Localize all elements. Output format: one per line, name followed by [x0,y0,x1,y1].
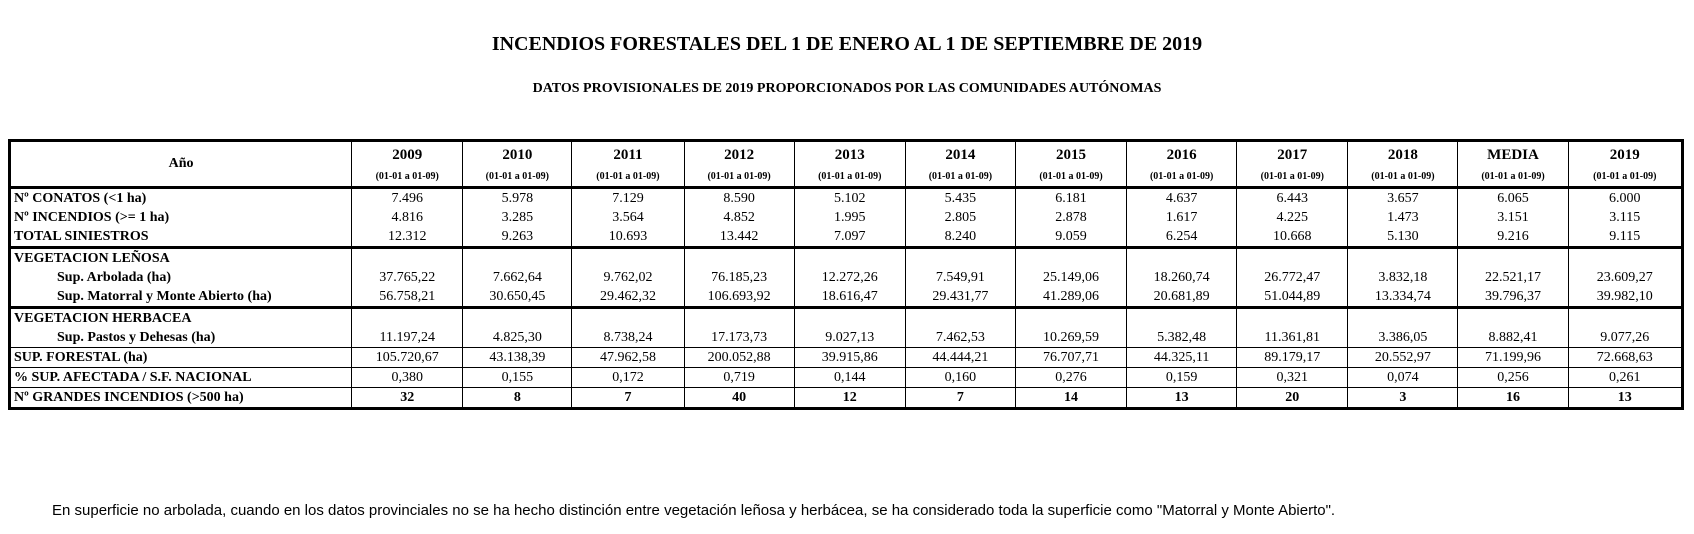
table-cell: 23.609,27 [1568,268,1682,287]
table-row [10,268,1683,287]
table-cell: 6.254 [1127,227,1237,248]
table-cell: 14 [1015,388,1126,409]
corner-label: Año [10,141,352,188]
table-cell [905,248,1015,269]
column-year: 2017 [1277,147,1308,163]
table-row [10,188,1683,209]
table-cell: 56.758,21 [352,287,463,308]
table-cell: 106.693,92 [684,287,794,308]
table-cell [1348,308,1458,329]
column-header [1237,141,1348,188]
table-cell: 22.521,17 [1458,268,1568,287]
row-label: Sup. Arbolada (ha) [57,269,171,285]
column-period: (01-01 a 01-09) [707,171,771,182]
column-header [1015,141,1126,188]
column-period: (01-01 a 01-09) [375,171,439,182]
table-cell: 9.115 [1568,227,1682,248]
table-cell: 7.496 [352,188,463,209]
table-cell [1015,248,1126,269]
column-year: 2010 [502,147,533,163]
table-cell: 72.668,63 [1568,348,1682,368]
table-cell: 4.225 [1237,208,1348,227]
table-cell [905,308,1015,329]
column-header [905,141,1015,188]
table-cell: 7.097 [794,227,905,248]
table-cell [794,248,905,269]
column-header [352,141,463,188]
table-cell [1127,248,1237,269]
column-period: (01-01 a 01-09) [1371,171,1435,182]
column-year: 2009 [392,147,423,163]
table-row [10,227,1683,248]
table-cell: 0,321 [1237,368,1348,388]
table-cell: 5.102 [794,188,905,209]
table-cell: 1.995 [794,208,905,227]
table-cell: 39.915,86 [794,348,905,368]
row-label: Nº INCENDIOS (>= 1 ha) [14,209,170,225]
table-cell [1237,308,1348,329]
column-year: MEDIA [1487,147,1539,163]
table-cell: 4.816 [352,208,463,227]
row-label: SUP. FORESTAL (ha) [10,348,352,368]
table-cell: 29.431,77 [905,287,1015,308]
footnote: En superficie no arbolada, cuando en los datos provinciales no se ha hecho distinción entre vegetación leñosa y herbácea, se ha considerado toda la superficie como "Matorral y Monte Abierto". [52,502,1336,519]
table-cell [1237,248,1348,269]
table-cell: 2.878 [1015,208,1126,227]
table-cell: 6.181 [1015,188,1126,209]
table-cell: 40 [684,388,794,409]
table-cell: 6.000 [1568,188,1682,209]
table-cell [1458,248,1568,269]
column-period: (01-01 a 01-09) [1593,171,1657,182]
table-cell: 105.720,67 [352,348,463,368]
table-row [10,368,1683,388]
table-cell: 20.681,89 [1127,287,1237,308]
column-year: 2016 [1166,147,1197,163]
table-cell [352,308,463,329]
table-cell: 5.130 [1348,227,1458,248]
table-cell: 18.616,47 [794,287,905,308]
table-cell: 7 [905,388,1015,409]
table-cell: 4.637 [1127,188,1237,209]
table-row [10,248,1683,269]
table-cell: 12 [794,388,905,409]
table-cell [1568,248,1682,269]
column-year: 2018 [1387,147,1418,163]
table-cell: 0,261 [1568,368,1682,388]
column-period: (01-01 a 01-09) [1149,171,1214,182]
table-cell: 0,155 [463,368,572,388]
row-label: VEGETACION LEÑOSA [14,250,170,266]
table-cell: 26.772,47 [1237,268,1348,287]
table-cell: 9.027,13 [794,328,905,348]
table-cell: 4.825,30 [463,328,572,348]
page-title: INCENDIOS FORESTALES DEL 1 DE ENERO AL 1 DE SEPTIEMBRE DE 2019 [491,33,1203,55]
table-cell: 3.386,05 [1348,328,1458,348]
table-cell: 10.269,59 [1015,328,1126,348]
table-cell [1458,308,1568,329]
table-cell: 3.564 [572,208,684,227]
table-cell: 30.650,45 [463,287,572,308]
column-period: (01-01 a 01-09) [1039,171,1103,182]
table-cell: 11.197,24 [352,328,463,348]
table-cell: 9.762,02 [572,268,684,287]
table-cell: 47.962,58 [572,348,684,368]
table-row [10,308,1683,329]
column-year: 2013 [834,147,865,163]
column-header [463,141,572,188]
table-cell: 10.693 [572,227,684,248]
column-year: 2012 [724,147,755,163]
row-label: Sup. Matorral y Monte Abierto (ha) [10,287,352,308]
table-cell: 0,144 [794,368,905,388]
table-cell: 39.982,10 [1568,287,1682,308]
table-cell: 9.263 [463,227,572,248]
table-cell: 6.065 [1458,188,1568,209]
table-cell: 5.978 [463,188,572,209]
column-header [1127,141,1237,188]
table-cell: 7.549,91 [905,268,1015,287]
table-cell: 18.260,74 [1127,268,1237,287]
column-header [1458,141,1568,188]
table-cell: 11.361,81 [1237,328,1348,348]
table-cell: 16 [1458,388,1568,409]
row-label: % SUP. AFECTADA / S.F. NACIONAL [10,368,352,388]
table-cell [572,248,684,269]
table-cell [684,248,794,269]
table-cell: 13.334,74 [1348,287,1458,308]
table-cell: 13.442 [684,227,794,248]
table-cell: 200.052,88 [684,348,794,368]
table-cell: 8.240 [905,227,1015,248]
table-cell: 51.044,89 [1237,287,1348,308]
table-row [10,348,1683,368]
table-cell: 8.882,41 [1458,328,1568,348]
table-cell [684,308,794,329]
row-label: Nº CONATOS (<1 ha) [14,190,147,206]
table-cell: 13 [1568,388,1682,409]
table-cell: 0,719 [684,368,794,388]
fire-statistics-table [8,139,1684,410]
table-cell [1568,308,1682,329]
table-cell: 6.443 [1237,188,1348,209]
table-cell: 76.185,23 [684,268,794,287]
table-cell [1348,248,1458,269]
row-label: Sup. Pastos y Dehesas (ha) [10,328,352,348]
column-period: (01-01 a 01-09) [928,171,993,182]
table-cell: 3.832,18 [1348,268,1458,287]
table-cell: 8 [463,388,572,409]
column-header [1348,141,1458,188]
table-cell: 5.435 [905,188,1015,209]
table-cell [572,308,684,329]
table-cell: 3 [1348,388,1458,409]
table-row [10,287,1683,308]
column-year: 2011 [613,147,643,163]
table-cell: 10.668 [1237,227,1348,248]
column-period: (01-01 a 01-09) [1481,171,1545,182]
table-cell: 0,380 [352,368,463,388]
table-cell: 13 [1127,388,1237,409]
table-cell: 9.059 [1015,227,1126,248]
table-cell: 89.179,17 [1237,348,1348,368]
row-label: Nº GRANDES INCENDIOS (>500 ha) [14,389,244,405]
data-table-container [8,139,1684,410]
column-header [794,141,905,188]
table-cell: 5.382,48 [1127,328,1237,348]
table-cell: 7 [572,388,684,409]
table-cell [463,248,572,269]
column-period: (01-01 a 01-09) [596,171,660,182]
table-cell: 2.805 [905,208,1015,227]
column-period: (01-01 a 01-09) [485,171,549,182]
table-cell: 20 [1237,388,1348,409]
row-label: TOTAL SINIESTROS [10,227,352,248]
table-cell: 44.444,21 [905,348,1015,368]
table-cell: 41.289,06 [1015,287,1126,308]
table-cell: 9.077,26 [1568,328,1682,348]
table-cell: 8.590 [684,188,794,209]
table-cell: 12.272,26 [794,268,905,287]
table-cell [352,248,463,269]
column-year: 2014 [945,147,976,163]
page-subtitle: DATOS PROVISIONALES DE 2019 PROPORCIONADOS POR LAS COMUNIDADES AUTÓNOMAS [532,81,1162,96]
table-cell: 9.216 [1458,227,1568,248]
table-cell [1015,308,1126,329]
column-year: 2019 [1609,147,1640,163]
table-cell: 17.173,73 [684,328,794,348]
table-cell [794,308,905,329]
table-cell: 0,159 [1127,368,1237,388]
table-cell: 7.462,53 [905,328,1015,348]
table-cell: 25.149,06 [1015,268,1126,287]
table-row [10,208,1683,227]
table-row [10,388,1683,409]
table-cell: 0,074 [1348,368,1458,388]
table-row [10,328,1683,348]
table-cell: 3.285 [463,208,572,227]
table-cell: 32 [352,388,463,409]
table-cell: 3.151 [1458,208,1568,227]
table-cell: 1.617 [1127,208,1237,227]
table-cell: 3.115 [1568,208,1682,227]
table-cell: 0,160 [905,368,1015,388]
column-period: (01-01 a 01-09) [818,171,882,182]
column-year: 2015 [1056,147,1086,163]
table-cell: 3.657 [1348,188,1458,209]
table-header-row [10,141,1683,188]
table-cell: 29.462,32 [572,287,684,308]
row-label: VEGETACION HERBACEA [14,310,192,326]
column-header [684,141,794,188]
table-cell: 71.199,96 [1458,348,1568,368]
table-cell: 4.852 [684,208,794,227]
table-cell [1127,308,1237,329]
table-cell: 43.138,39 [463,348,572,368]
table-cell: 0,256 [1458,368,1568,388]
table-cell: 8.738,24 [572,328,684,348]
table-cell: 0,172 [572,368,684,388]
column-period: (01-01 a 01-09) [1260,171,1324,182]
table-cell: 0,276 [1015,368,1126,388]
table-cell [463,308,572,329]
table-cell: 39.796,37 [1458,287,1568,308]
table-cell: 44.325,11 [1127,348,1237,368]
table-cell: 1.473 [1348,208,1458,227]
table-cell: 12.312 [352,227,463,248]
table-cell: 76.707,71 [1015,348,1126,368]
table-cell: 7.662,64 [463,268,572,287]
table-cell: 7.129 [572,188,684,209]
column-header [1568,141,1682,188]
column-header [572,141,684,188]
table-cell: 37.765,22 [352,268,463,287]
table-cell: 20.552,97 [1348,348,1458,368]
